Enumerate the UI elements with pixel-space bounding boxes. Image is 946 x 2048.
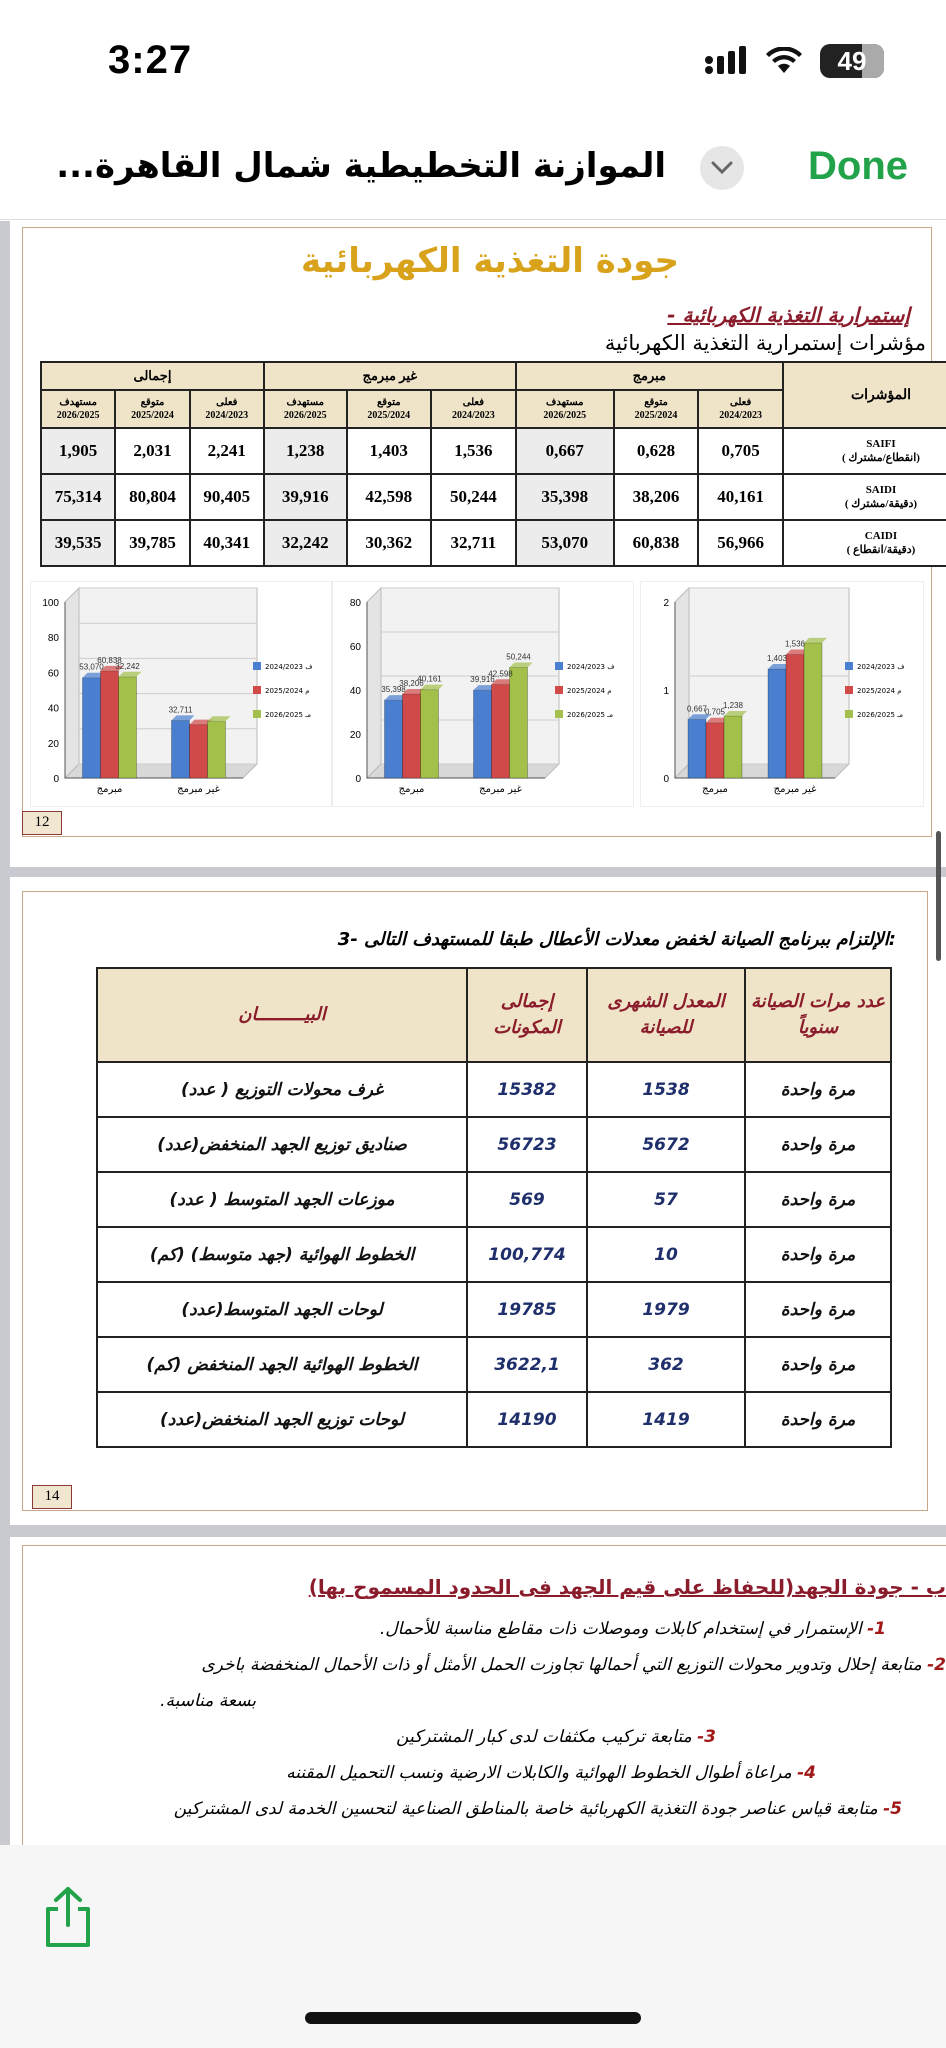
title-menu-button[interactable] — [700, 146, 744, 190]
y-tick-label: 0 — [355, 774, 361, 785]
y-tick-label: 60 — [349, 642, 361, 653]
document-viewer[interactable] — [0, 221, 946, 1845]
bar — [385, 700, 403, 778]
legend-swatch — [555, 686, 563, 694]
bar — [403, 694, 421, 778]
bar — [474, 690, 492, 778]
bar — [706, 723, 724, 778]
legend-swatch — [253, 662, 261, 670]
wifi-icon — [766, 47, 802, 75]
y-tick-label: 20 — [349, 730, 361, 741]
bar — [510, 667, 528, 778]
page-number: 12 — [22, 811, 62, 835]
subcol-kind: متوقع — [140, 397, 165, 408]
chart-side-wall — [675, 588, 689, 778]
indicator-name: SAIDI — [865, 484, 897, 496]
list-number: 1- — [867, 1619, 886, 1639]
home-indicator[interactable] — [305, 2012, 641, 2024]
data-label: 32,242 — [115, 661, 140, 671]
y-tick-label: 80 — [349, 598, 361, 609]
table-row — [97, 1282, 891, 1337]
table-row — [97, 1227, 891, 1282]
table-cell: 39,785 — [115, 520, 189, 566]
table-row — [41, 428, 946, 474]
legend-swatch — [253, 710, 261, 718]
share-button[interactable] — [40, 1885, 100, 1955]
list-item — [201, 1655, 946, 1675]
bar — [172, 720, 190, 778]
indicator-name: SAIFI — [866, 438, 896, 450]
table-cell: 0,667 — [516, 428, 614, 474]
table-cell: 39,916 — [264, 474, 347, 520]
page-title: جودة التغذية الكهربائية — [300, 241, 680, 281]
row-label — [783, 428, 946, 474]
saifi-chart — [640, 581, 924, 807]
status-time: 3:27 — [108, 38, 193, 82]
bar — [804, 643, 822, 778]
table-cell: 0,705 — [698, 428, 783, 474]
list-text: متابعة إحلال وتدوير محولات التوزيع التي أحمالها تجاوزت الحمل الأمثل أو ذات الأحمال المنخفضة باخرى — [201, 1655, 922, 1675]
subcol-header — [264, 390, 347, 428]
table-cell: 80,804 — [115, 474, 189, 520]
y-tick-label: 40 — [47, 703, 59, 715]
table-cell: 1,905 — [41, 428, 115, 474]
table-cell: 1,403 — [347, 428, 432, 474]
subcol-kind: فعلى — [462, 397, 485, 408]
battery-level: 49 — [837, 45, 867, 76]
legend-swatch — [555, 710, 563, 718]
page-2 — [10, 877, 946, 1525]
subcol-year: 2025/2024 — [131, 410, 174, 421]
row-label — [783, 520, 946, 566]
y-tick-label: 1 — [663, 686, 669, 697]
page-number: 14 — [32, 1485, 72, 1509]
rate-cell: 5672 — [587, 1117, 745, 1172]
count-cell: مرة واحدة — [745, 1117, 891, 1172]
subcol-year: 2026/2025 — [543, 410, 587, 421]
subcol-year: 2024/2023 — [719, 410, 763, 421]
y-tick-label: 100 — [42, 598, 59, 609]
y-tick-label: 80 — [47, 633, 59, 645]
rate-cell: 1538 — [587, 1062, 745, 1117]
table-cell: 30,362 — [347, 520, 432, 566]
subcol-header — [41, 390, 115, 428]
description-cell: لوحات الجهد المتوسط(عدد) — [97, 1282, 467, 1337]
table-cell: 1,238 — [264, 428, 347, 474]
navigation-bar — [0, 120, 946, 220]
bar — [492, 684, 510, 778]
table-cell: 40,341 — [190, 520, 264, 566]
y-tick-label: 60 — [47, 668, 59, 680]
subcol-kind: مستهدف — [545, 397, 584, 408]
legend-label: ف 2024/2023 — [265, 663, 313, 671]
y-tick-label: 20 — [47, 738, 59, 750]
subcol-year: 2024/2023 — [205, 410, 249, 421]
list-text: متابعة تركيب مكثفات لدى كبار المشتركين — [396, 1727, 692, 1747]
subcol-header — [347, 390, 432, 428]
list-item — [174, 1799, 902, 1819]
indicator-unit: (دقيقة/انقطاع ) — [846, 544, 916, 556]
row-label — [783, 474, 946, 520]
description-cell: موزعات الجهد المتوسط ( عدد) — [97, 1172, 467, 1227]
total-cell: 56723 — [467, 1117, 587, 1172]
y-tick-label: 0 — [53, 774, 59, 785]
data-label: 32,711 — [168, 705, 193, 715]
table-cell: 60,838 — [614, 520, 699, 566]
data-label: 40,161 — [417, 674, 442, 684]
y-tick-label: 40 — [349, 686, 361, 697]
indicators-table-wrap — [40, 361, 946, 577]
subcol-header — [115, 390, 189, 428]
x-tick-label: غير مبرمج — [479, 784, 522, 795]
list-text: متابعة قياس عناصر جودة التغذية الكهربائية خاصة بالمناطق الصناعية لتحسين الخدمة لدى المشتركين — [173, 1799, 878, 1819]
table-cell: 2,031 — [115, 428, 189, 474]
legend-swatch — [253, 686, 261, 694]
subcol-header — [190, 390, 264, 428]
total-cell: 19785 — [467, 1282, 587, 1337]
subcol-kind: فعلى — [216, 397, 238, 408]
table-cell: 32,242 — [264, 520, 347, 566]
header-count: عدد مرات الصيانة سنوياً — [745, 968, 891, 1062]
table-row — [97, 1172, 891, 1227]
count-cell: مرة واحدة — [745, 1062, 891, 1117]
header-description: البيـــــــــان — [97, 968, 467, 1062]
battery-icon — [820, 44, 884, 78]
data-label: 0,667 — [686, 704, 708, 714]
list-item — [396, 1727, 716, 1747]
chart-side-wall — [367, 588, 381, 778]
count-cell: مرة واحدة — [745, 1172, 891, 1227]
y-tick-label: 2 — [663, 598, 669, 609]
count-cell: مرة واحدة — [745, 1282, 891, 1337]
subcol-kind: مستهدف — [286, 397, 324, 408]
description-cell: صناديق توزيع الجهد المنخفض(عدد) — [97, 1117, 467, 1172]
table-cell: 90,405 — [190, 474, 264, 520]
description-cell: الخطوط الهوائية (جهد متوسط) (كم) — [97, 1227, 467, 1282]
bar — [768, 669, 786, 778]
table-row — [97, 1337, 891, 1392]
voltage-heading: ب - جودة الجهد(للحفاظ على قيم الجهد فى الحدود المسموح بها) — [308, 1575, 946, 1599]
subcol-kind: متوقع — [644, 397, 668, 408]
subcol-year: 2026/2025 — [283, 410, 327, 421]
data-label: 1,403 — [766, 654, 788, 664]
table-cell: 35,398 — [516, 474, 614, 520]
saidi-chart — [332, 581, 634, 807]
table-cell: 53,070 — [516, 520, 614, 566]
data-label: 38,206 — [399, 678, 424, 688]
list-item — [286, 1763, 816, 1783]
legend-swatch — [845, 710, 853, 718]
data-label: 42,598 — [488, 669, 513, 679]
subcol-year: 2025/2024 — [367, 410, 411, 421]
x-tick-label: غير مبرمج — [773, 784, 817, 795]
count-cell: مرة واحدة — [745, 1337, 891, 1392]
table-heading: مؤشرات إستمرارية التغذية الكهربائية — [604, 331, 926, 355]
description-cell: غرف محولات التوزيع ( عدد) — [97, 1062, 467, 1117]
document-title[interactable]: الموازنة التخطيطية شمال القاهرة... — [56, 146, 666, 186]
subcol-header — [614, 390, 699, 428]
data-label: 1,238 — [722, 700, 744, 710]
legend-swatch — [555, 662, 563, 670]
section-subtitle: إستمرارية التغذية الكهربائية - — [667, 303, 910, 327]
total-cell: 14190 — [467, 1392, 587, 1447]
x-tick-label: مبرمج — [702, 784, 728, 795]
bar — [786, 655, 804, 778]
rate-cell: 1419 — [587, 1392, 745, 1447]
bar — [724, 716, 742, 778]
list-item — [380, 1619, 886, 1639]
status-bar — [0, 0, 946, 120]
table-cell: 50,244 — [431, 474, 516, 520]
data-label: 50,244 — [506, 652, 531, 662]
rate-cell: 362 — [587, 1337, 745, 1392]
legend-label: 2026/2025 مـ — [857, 711, 904, 719]
y-tick-label: 0 — [663, 774, 669, 785]
group-header: غير مبرمج — [264, 362, 516, 390]
legend-label: ف 2024/2023 — [567, 663, 615, 671]
done-button[interactable]: Done — [808, 144, 908, 188]
data-label: 39,916 — [470, 675, 495, 685]
share-icon — [40, 1885, 96, 1949]
table-row — [41, 520, 946, 566]
page-1 — [10, 221, 946, 867]
total-cell: 3622,1 — [467, 1337, 587, 1392]
legend-swatch — [845, 662, 853, 670]
table-cell: 32,711 — [431, 520, 516, 566]
total-cell: 15382 — [467, 1062, 587, 1117]
scrollbar[interactable] — [936, 831, 941, 961]
list-item — [160, 1691, 946, 1711]
table-cell: 2,241 — [190, 428, 264, 474]
table-cell: 39,535 — [41, 520, 115, 566]
subcol-kind: فعلى — [730, 397, 752, 408]
maintenance-heading: :الإلتزام ببرنامج الصيانة لخفض معدلات الأعطال طبقا للمستهدف التالى -3 — [337, 929, 896, 950]
group-header: إجمالى — [41, 362, 264, 390]
x-tick-label: مبرمج — [96, 784, 123, 795]
table-cell: 38,206 — [614, 474, 699, 520]
chevron-down-icon — [711, 161, 733, 175]
legend-label: 2025/2024 م — [857, 687, 902, 695]
table-cell: 0,628 — [614, 428, 699, 474]
bar — [101, 671, 119, 778]
page-3 — [10, 1537, 946, 1845]
table-cell: 1,536 — [431, 428, 516, 474]
table-cell: 75,314 — [41, 474, 115, 520]
chart-side-wall — [65, 588, 79, 778]
data-label: 60,838 — [97, 655, 122, 665]
list-text: بسعة مناسبة. — [160, 1691, 256, 1711]
data-label: 35,398 — [381, 685, 406, 695]
data-label: 0,705 — [704, 707, 726, 717]
list-number: 5- — [883, 1799, 902, 1819]
bar — [421, 690, 439, 778]
rate-cell: 10 — [587, 1227, 745, 1282]
subcol-kind: متوقع — [376, 397, 401, 408]
subcol-header — [431, 390, 516, 428]
list-number: 4- — [797, 1763, 816, 1783]
total-cell: 100,774 — [467, 1227, 587, 1282]
legend-label: ف 2024/2023 — [857, 663, 905, 671]
count-cell: مرة واحدة — [745, 1392, 891, 1447]
rate-cell: 1979 — [587, 1282, 745, 1337]
signal-icon — [704, 46, 748, 76]
list-text: مراعاة أطوال الخطوط الهوائية والكابلات الارضية ونسب التحميل المقننه — [286, 1763, 792, 1783]
bar — [208, 721, 226, 778]
total-cell: 569 — [467, 1172, 587, 1227]
rate-cell: 57 — [587, 1172, 745, 1227]
list-number: 2- — [927, 1655, 946, 1675]
count-cell: مرة واحدة — [745, 1227, 891, 1282]
legend-label: 2025/2024 م — [567, 687, 612, 695]
legend-label: 2026/2025 مـ — [567, 711, 614, 719]
subcol-year: 2025/2024 — [634, 410, 678, 421]
indicator-unit: (انقطاع/مشترك ) — [842, 452, 920, 464]
table-row — [97, 1392, 891, 1447]
group-header: مبرمج — [516, 362, 783, 390]
legend-label: 2025/2024 م — [265, 687, 310, 695]
maintenance-table — [96, 967, 892, 1448]
header-rate: المعدل الشهرى للصيانة — [587, 968, 745, 1062]
table-cell: 56,966 — [698, 520, 783, 566]
subcol-header — [698, 390, 783, 428]
x-tick-label: غير مبرمج — [177, 784, 220, 795]
data-label: 1,536 — [784, 639, 806, 649]
indicators-table — [40, 361, 946, 567]
list-number: 3- — [697, 1727, 716, 1747]
table-row — [41, 474, 946, 520]
x-tick-label: مبرمج — [398, 784, 425, 795]
indicator-unit: (دقيقة/مشترك ) — [844, 498, 918, 510]
bar — [190, 725, 208, 778]
table-row — [97, 1117, 891, 1172]
description-cell: الخطوط الهوائية الجهد المنخفض (كم) — [97, 1337, 467, 1392]
indicator-header: المؤشرات — [783, 362, 946, 428]
header-total: إجمالى المكونات — [467, 968, 587, 1062]
legend-label: 2026/2025 مـ — [265, 711, 312, 719]
caidi-chart — [30, 581, 332, 807]
description-cell: لوحات توزيع الجهد المنخفض(عدد) — [97, 1392, 467, 1447]
table-cell: 40,161 — [698, 474, 783, 520]
legend-swatch — [845, 686, 853, 694]
table-row — [97, 1062, 891, 1117]
table-cell: 42,598 — [347, 474, 432, 520]
bar — [688, 719, 706, 778]
data-label: 53,070 — [79, 662, 104, 672]
subcol-header — [516, 390, 614, 428]
bar — [119, 677, 137, 778]
indicator-name: CAIDI — [864, 530, 898, 542]
subcol-year: 2024/2023 — [452, 410, 495, 421]
list-text: الإستمرار في إستخدام كابلات وموصلات ذات مقاطع مناسبة للأحمال. — [379, 1619, 862, 1639]
bar — [83, 678, 101, 778]
subcol-kind: مستهدف — [59, 397, 97, 408]
subcol-year: 2026/2025 — [56, 410, 100, 421]
